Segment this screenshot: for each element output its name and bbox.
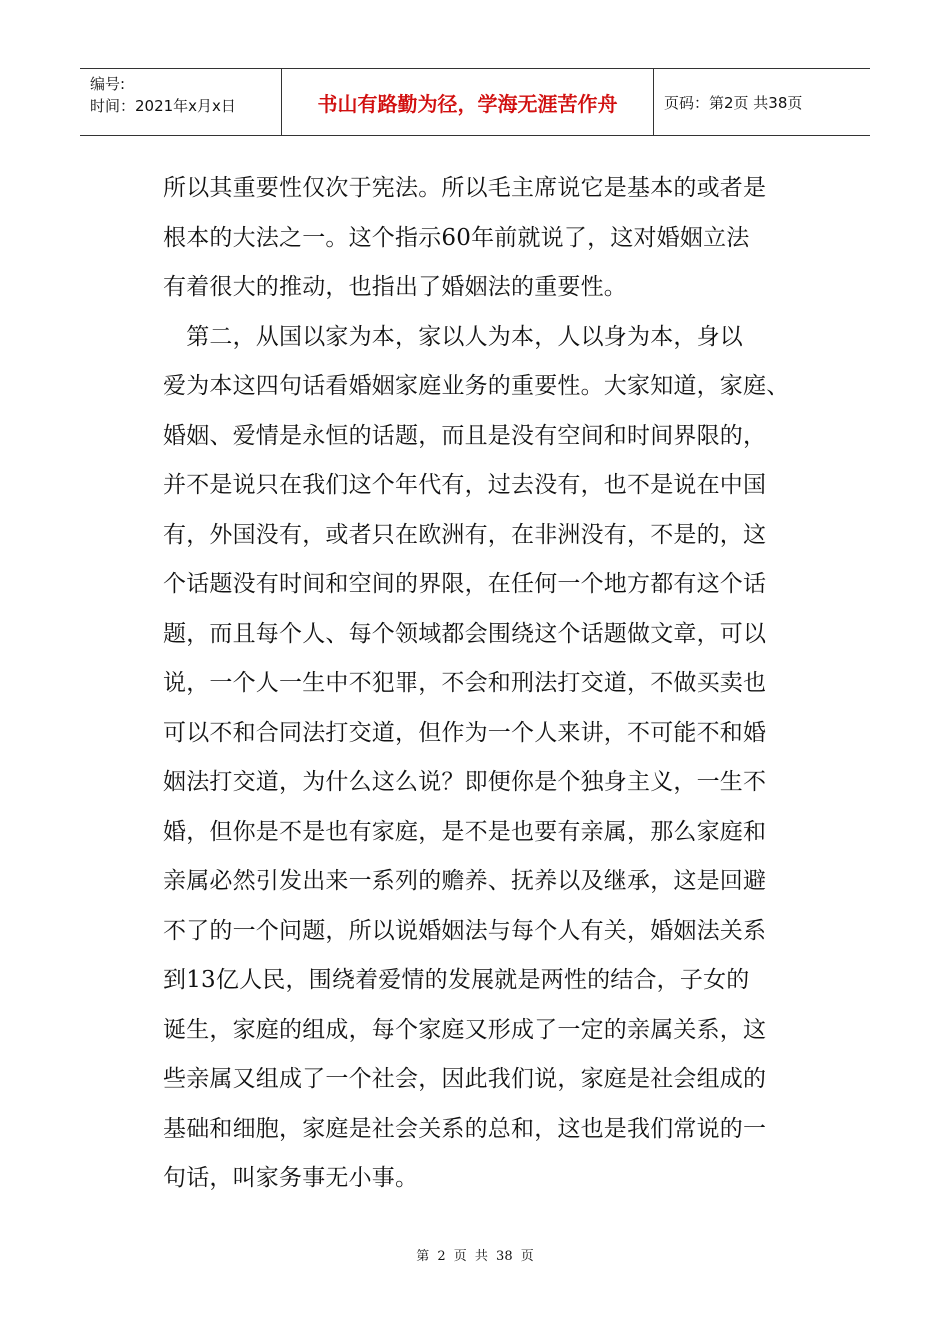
- body-line: 不了的一个问题，所以说婚姻法与每个人有关，婚姻法关系: [163, 917, 767, 944]
- body-line: 第二，从国以家为本，家以人为本，人以身为本，身以: [163, 323, 743, 350]
- body-line: 并不是说只在我们这个年代有，过去没有，也不是说在中国: [163, 472, 767, 498]
- body-line: 爱为本这四句话看婚姻家庭业务的重要性。大家知道，家庭、: [163, 373, 790, 399]
- body-line: 婚，但你是不是也有家庭，是不是也要有亲属，那么家庭和: [163, 818, 767, 845]
- body-line: 根本的大法之一。这个指示60年前就说了，这对婚姻立法: [163, 224, 750, 251]
- page-footer: 第 2 页 共 38 页: [416, 1249, 534, 1264]
- body-line: 题，而且每个人、每个领域都会围绕这个话题做文章，可以: [163, 620, 767, 647]
- body-line: 个话题没有时间和空间的界限，在任何一个地方都有这个话: [163, 571, 767, 597]
- body-line: 有着很大的推动，也指出了婚姻法的重要性。: [163, 274, 627, 300]
- body-line: 婚姻、爱情是永恒的话题，而且是没有空间和时间界限的，: [163, 422, 767, 449]
- page-header: [80, 68, 870, 136]
- header-page-info: 页码：第2页 共38页: [664, 93, 803, 112]
- body-line: 可以不和合同法打交道，但作为一个人来讲，不可能不和婚: [163, 719, 767, 746]
- header-motto: 书山有路勤为径，学海无涯苦作舟: [282, 69, 654, 135]
- body-line: 有，外国没有，或者只在欧洲有，在非洲没有，不是的，这: [163, 521, 767, 548]
- body-line: 所以其重要性仅次于宪法。所以毛主席说它是基本的或者是: [163, 175, 767, 201]
- document-body: [163, 164, 803, 1204]
- body-line: 句话，叫家务事无小事。: [163, 1165, 419, 1191]
- body-line: 些亲属又组成了一个社会，因此我们说，家庭是社会组成的: [163, 1066, 767, 1092]
- serial-label: 编号:: [90, 75, 126, 93]
- header-meta: [80, 69, 282, 135]
- date-label: 时间：2021年x月x日: [90, 97, 236, 115]
- body-line: 说，一个人一生中不犯罪，不会和刑法打交道，不做买卖也: [163, 670, 767, 696]
- body-line: 亲属必然引发出来一系列的赡养、抚养以及继承，这是回避: [163, 868, 767, 894]
- body-line: 诞生，家庭的组成，每个家庭又形成了一定的亲属关系，这: [163, 1016, 767, 1043]
- body-line: 基础和细胞，家庭是社会关系的总和，这也是我们常说的一: [163, 1115, 767, 1142]
- body-line: 到13亿人民，围绕着爱情的发展就是两性的结合，子女的: [163, 967, 750, 993]
- body-line: 姻法打交道，为什么这么说？即便你是个独身主义，一生不: [163, 769, 767, 795]
